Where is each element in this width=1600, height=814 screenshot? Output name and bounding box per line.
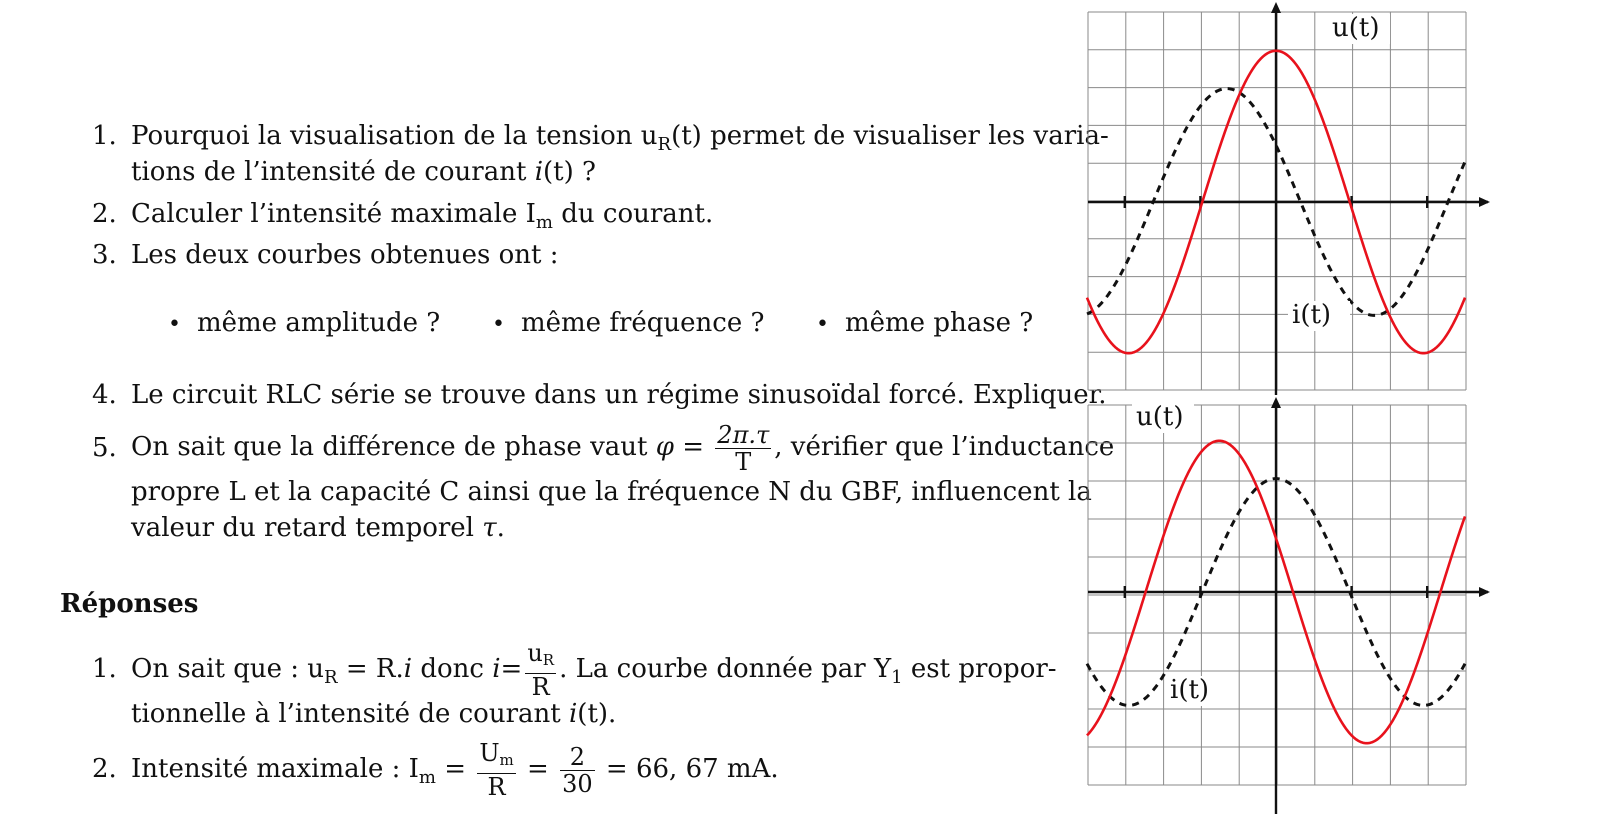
question-4-number: 4. <box>92 380 117 410</box>
y-axis-arrow-icon <box>1271 2 1281 13</box>
u-label: u(t) <box>1332 13 1380 43</box>
question-5-line-2: propre L et la capacité C ainsi que la fréquence N du GBF, influencent la <box>131 477 1092 507</box>
oscillogram-top <box>1080 0 1500 395</box>
answer-2-text: Intensité maximale : $I_m$ = $\frac{U_m}{R}$ = $\frac{2}{30}$ = 66, 67 mA. <box>131 739 779 801</box>
question-1-line-2: tions de l’intensité de courant i(t) ? <box>131 157 596 187</box>
u-label: u(t) <box>1136 402 1184 432</box>
ur-over-r-fraction: $\frac{u_R}{R}$ <box>527 639 555 701</box>
reponses-heading: Réponses <box>60 589 199 619</box>
answer-2-number: 2. <box>92 754 117 784</box>
question-3-text: Les deux courbes obtenues ont : <box>131 240 559 270</box>
bullet-icon: • <box>168 312 181 337</box>
answer-1-line-2: tionnelle à l’intensité de courant i(t). <box>131 699 617 729</box>
phase-fraction: $\frac{2\pi.\tau}{T}$ <box>717 420 770 476</box>
question-5-line-3: valeur du retard temporel τ. <box>131 513 505 543</box>
bullet-icon: • <box>816 312 829 337</box>
question-5-number: 5. <box>92 433 117 463</box>
question-2-number: 2. <box>92 199 117 229</box>
answer-1-line-1: On sait que : $u_R = R.i$ donc i= $\frac{u_R}{R}$ . La courbe donnée par $Y_1$ est propor- <box>131 639 1057 701</box>
question-5-line-1: On sait que la différence de phase vaut φ = $\frac{2\pi.\tau}{T}$ , vérifier que l’inductance <box>131 420 1115 476</box>
answer-1-number: 1. <box>92 654 117 684</box>
i-label: i(t) <box>1292 300 1332 330</box>
option-frequence: • même fréquence ? <box>492 308 765 338</box>
x-axis-arrow-icon <box>1479 197 1490 207</box>
x-axis-arrow-icon <box>1479 587 1490 597</box>
option-phase: • même phase ? <box>816 308 1034 338</box>
y-axis-arrow-icon <box>1271 397 1281 408</box>
bullet-icon: • <box>492 312 505 337</box>
question-1-line-1: Pourquoi la visualisation de la tension $u_R(t)$ permet de visualiser les varia- <box>131 121 1109 155</box>
um-over-r-fraction: $\frac{U_m}{R}$ <box>479 739 514 801</box>
oscillogram-bottom <box>1080 395 1500 814</box>
option-amplitude: • même amplitude ? <box>168 308 441 338</box>
question-2-text: Calculer l’intensité maximale $I_m$ du courant. <box>131 199 714 233</box>
question-3-number: 3. <box>92 240 117 270</box>
two-over-thirty-fraction: $\frac{2}{30}$ <box>562 742 593 798</box>
i-label: i(t) <box>1170 675 1210 705</box>
question-4-text: Le circuit RLC série se trouve dans un régime sinusoïdal forcé. Expliquer. <box>131 380 1107 410</box>
question-1-number: 1. <box>92 121 117 151</box>
